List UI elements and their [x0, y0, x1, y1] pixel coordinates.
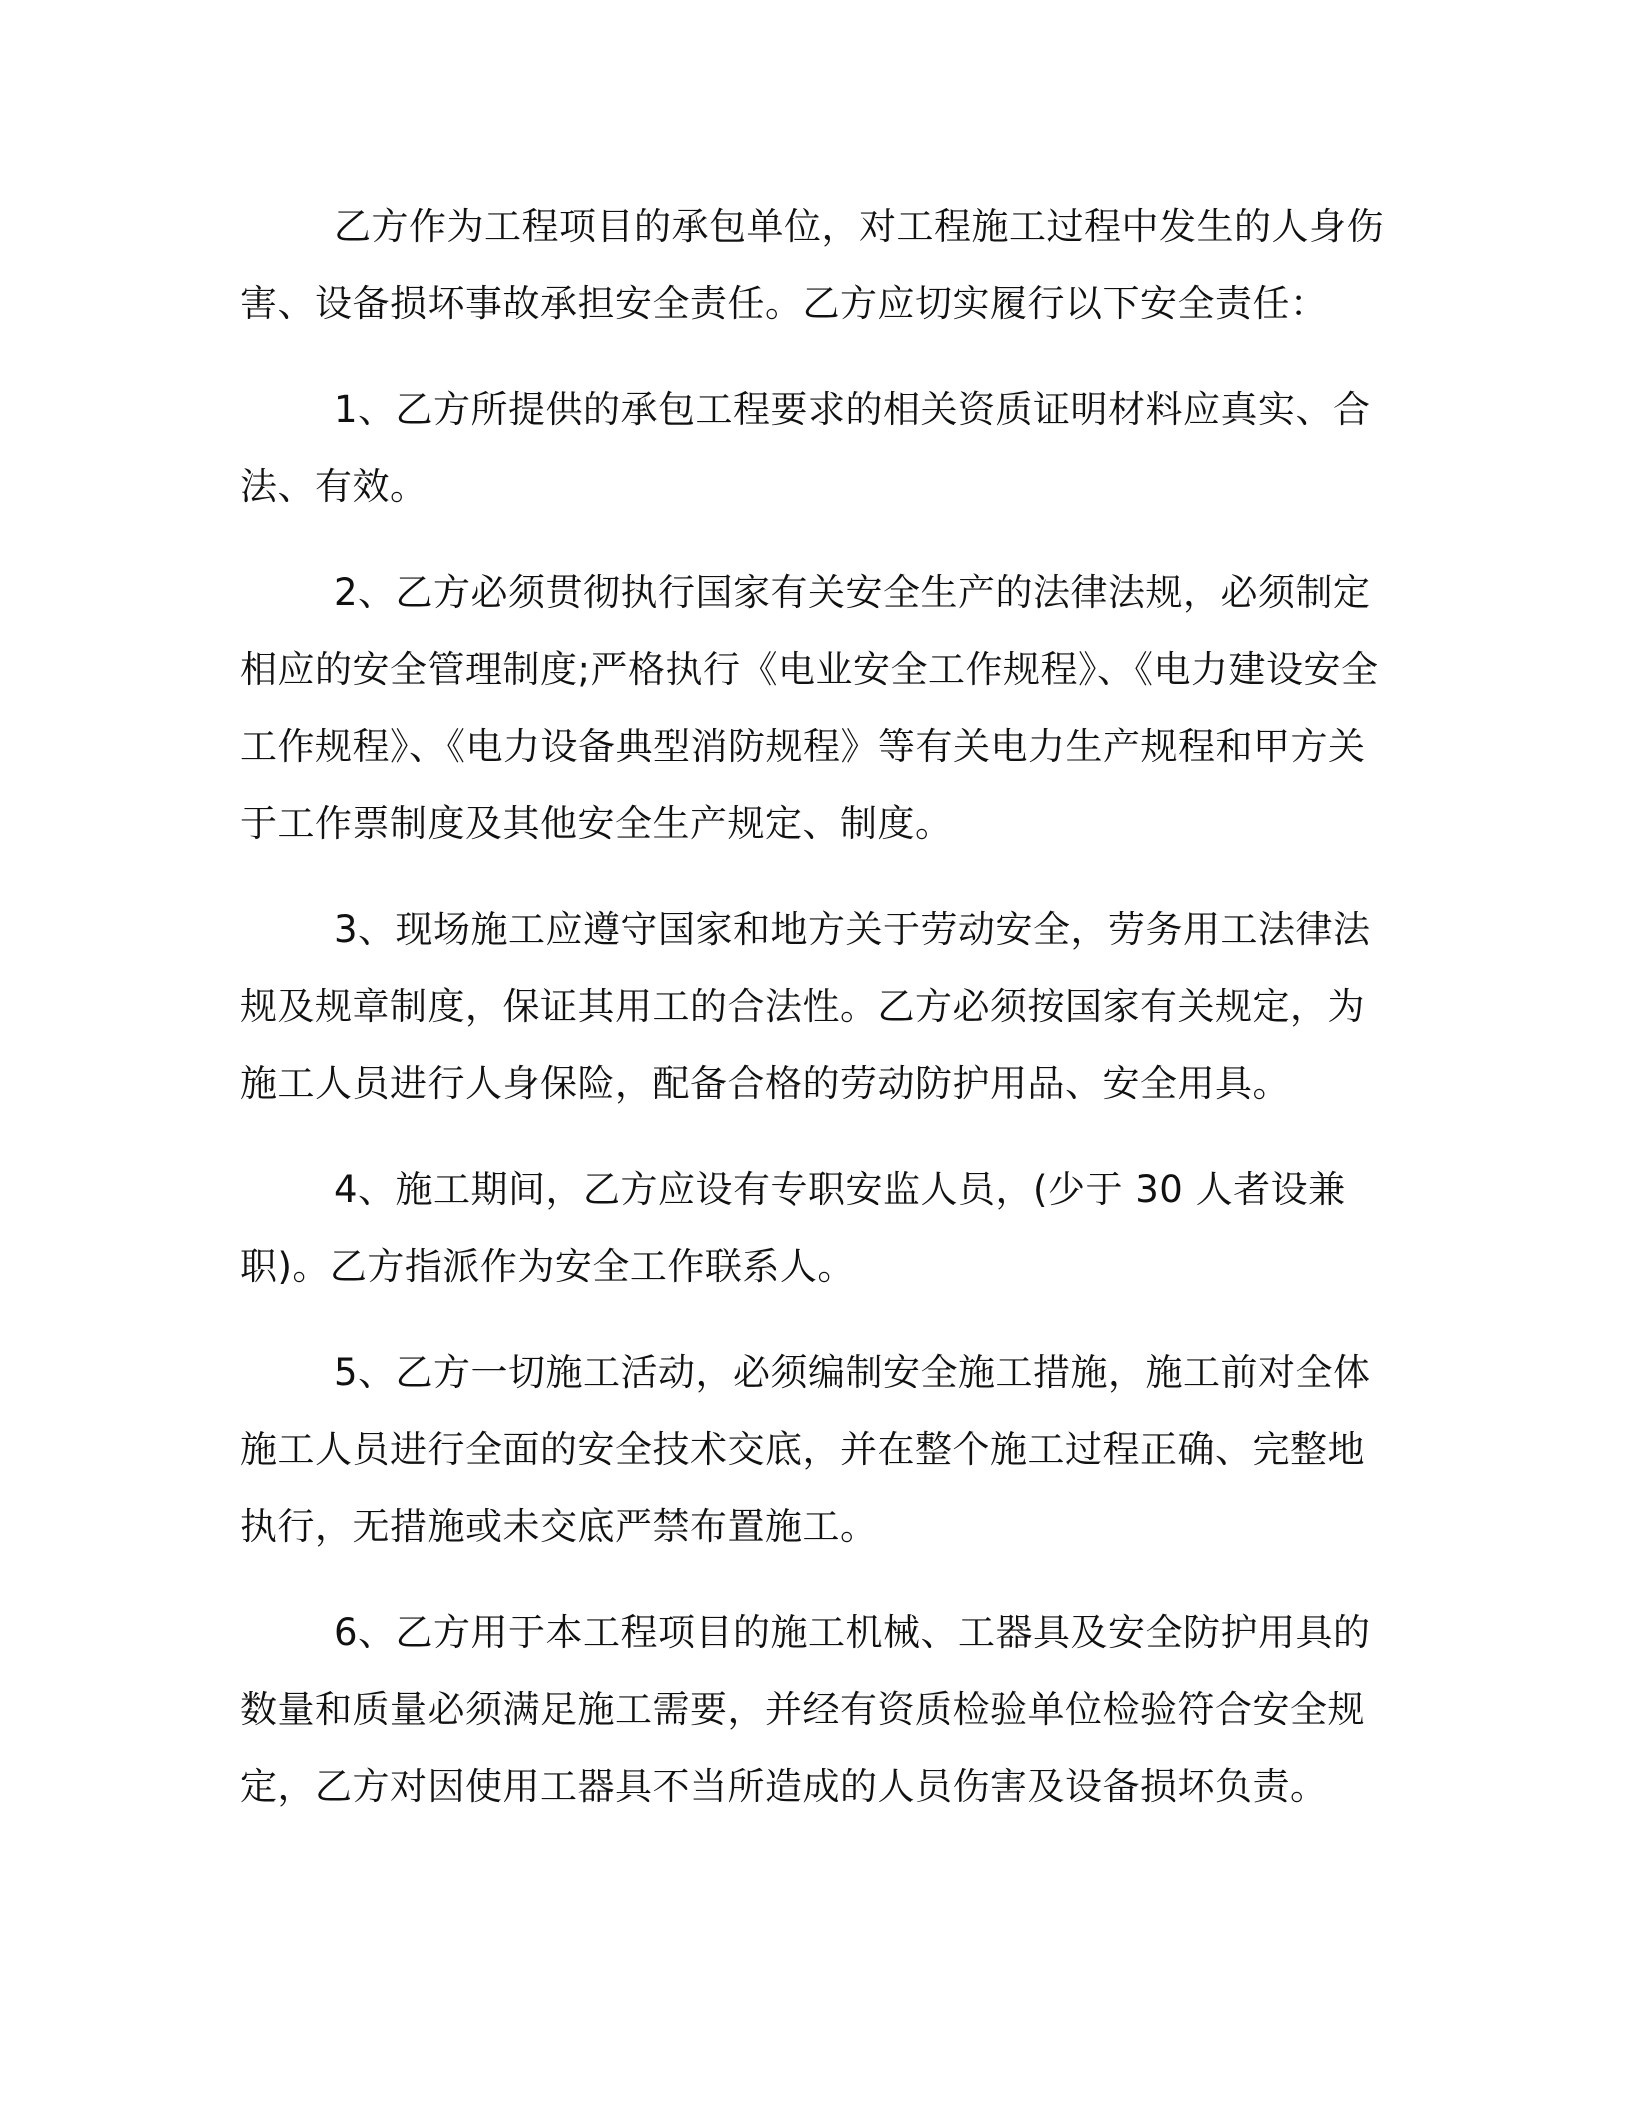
- intro-paragraph: 乙方作为工程项目的承包单位，对工程施工过程中发生的人身伤害、设备损坏事故承担安全责任。乙方应切实履行以下安全责任：: [240, 205, 1384, 325]
- clause-3-paragraph: 3、现场施工应遵守国家和地方关于劳动安全，劳务用工法律法规及规章制度，保证其用工的合法性。乙方必须按国家有关规定，为施工人员进行人身保险，配备合格的劳动防护用品、安全用具。: [240, 908, 1371, 1105]
- clause-2-paragraph: 2、乙方必须贯彻执行国家有关安全生产的法律法规，必须制定相应的安全管理制度;严格执行《电业安全工作规程》、《电力建设安全工作规程》、《电力设备典型消防规程》等有关电力生产规程和甲方关于工作票制度及其他安全生产规定、制度。: [240, 571, 1379, 845]
- clause-1-paragraph: 1、乙方所提供的承包工程要求的相关资质证明材料应真实、合法、有效。: [240, 388, 1371, 508]
- clause-6-paragraph: 6、乙方用于本工程项目的施工机械、工器具及安全防护用具的数量和质量必须满足施工需要，并经有资质检验单位检验符合安全规定，乙方对因使用工器具不当所造成的人员伤害及设备损坏负责。: [240, 1611, 1371, 1808]
- clause-4-paragraph: 4、施工期间，乙方应设有专职安监人员，(少于 30 人者设兼职)。乙方指派作为安全工作联系人。: [240, 1168, 1346, 1288]
- document-body: [240, 188, 1390, 1854]
- clause-5-paragraph: 5、乙方一切施工活动，必须编制安全施工措施，施工前对全体施工人员进行全面的安全技术交底，并在整个施工过程正确、完整地执行，无措施或未交底严禁布置施工。: [240, 1351, 1371, 1548]
